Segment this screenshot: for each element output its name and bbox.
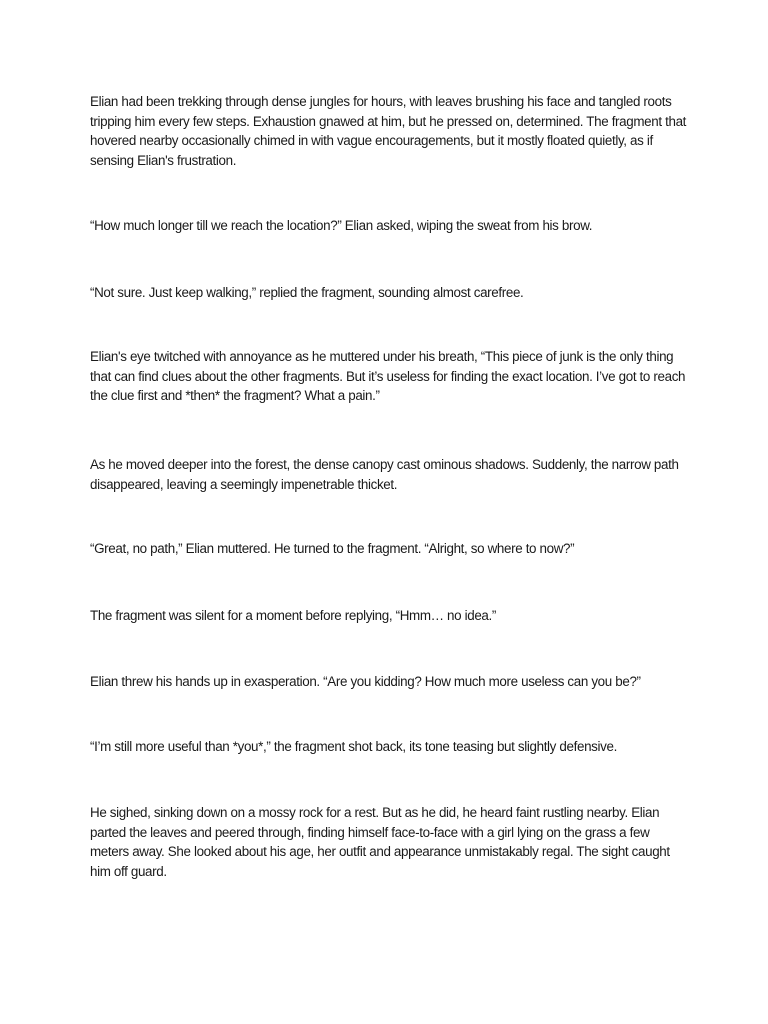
paragraph: Elian had been trekking through dense jungles for hours, with leaves brushing his face and tangled roots tripping him every few steps. Exhaustion gnawed at him, but he pressed on, determined. The fragment that hovered nearby occasionally chimed in with vague encouragements, but it mostly floated quietly, as if sensing Elian's frustration. (90, 94, 687, 168)
paragraph: “How much longer till we reach the location?” Elian asked, wiping the sweat from his brow. (90, 218, 593, 233)
paragraph: As he moved deeper into the forest, the dense canopy cast ominous shadows. Suddenly, the narrow path disappeared, leaving a seemingly impenetrable thicket. (90, 457, 679, 492)
paragraph: The fragment was silent for a moment before replying, “Hmm… no idea.” (90, 608, 497, 623)
paragraph: “Great, no path,” Elian muttered. He turned to the fragment. “Alright, so where to now?” (90, 541, 575, 556)
paragraph: He sighed, sinking down on a mossy rock for a rest. But as he did, he heard faint rustling nearby. Elian parted the leaves and peered through, finding himself face-to-face with a girl lying on the grass a few meters away. She looked about his age, her outfit and appearance unmistakably regal. The sight caught him off guard. (90, 805, 670, 879)
paragraph: “I’m still more useful than *you*,” the fragment shot back, its tone teasing but slightly defensive. (90, 739, 617, 754)
paragraph: Elian threw his hands up in exasperation. “Are you kidding? How much more useless can you be?” (90, 674, 641, 689)
paragraph: “Not sure. Just keep walking,” replied the fragment, sounding almost carefree. (90, 285, 524, 300)
paragraph: Elian's eye twitched with annoyance as he muttered under his breath, “This piece of junk is the only thing that can find clues about the other fragments. But it’s useless for finding the exact location. I’ve got to reach the clue first and *then* the fragment? What a pain.” (90, 349, 686, 404)
